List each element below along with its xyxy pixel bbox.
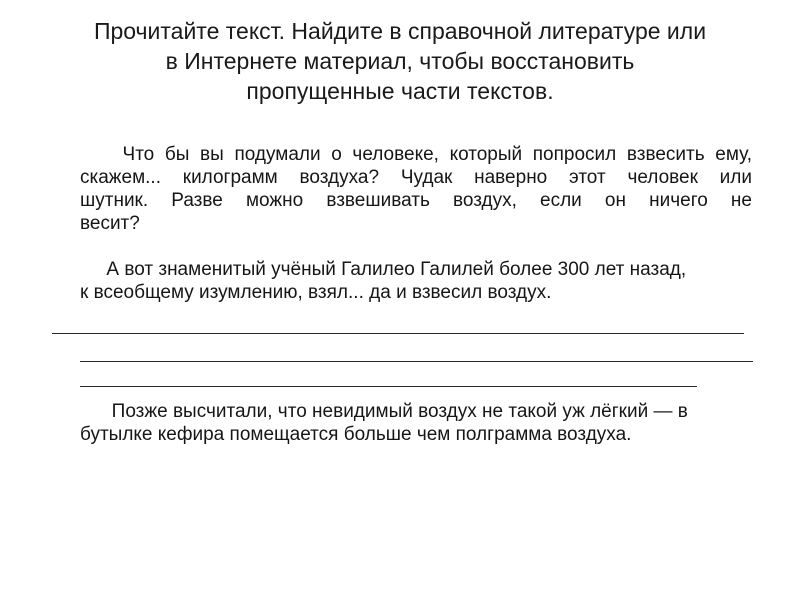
paragraph-line: Позже высчитали, что невидимый воздух не такой уж лёгкий — в [80,401,688,422]
title-line: пропущенные части текстов. [246,78,554,104]
paragraph-line: бутылке кефира помещается больше чем полграмма воздуха. [80,424,632,445]
paragraph-line: Что бы вы подумали о человеке, который попросил взвесить ему, [80,144,752,165]
title-line: Прочитайте текст. Найдите в справочной литературе или [93,18,707,44]
answer-blank-line [80,361,753,362]
answer-blank-line [52,333,744,334]
paragraph-line: весит? [80,213,140,234]
answer-blank-line [80,386,697,387]
paragraph-line: А вот знаменитый учёный Галилео Галилей более 300 лет назад, [80,259,687,280]
paragraph-line: к всеобщему изумлению, взял... да и взвесил воздух. [80,282,552,303]
title-line: в Интернете материал, чтобы восстановить [165,48,635,74]
paragraph-2 [80,258,752,304]
paragraph-line: скажем... килограмм воздуха? Чудак наверно этот человек или [80,167,752,188]
paragraph-3 [80,400,752,446]
paragraph-1 [80,143,752,235]
paragraph-line: шутник. Разве можно взвешивать воздух, если он ничего не [80,190,752,211]
slide-title [40,16,760,106]
